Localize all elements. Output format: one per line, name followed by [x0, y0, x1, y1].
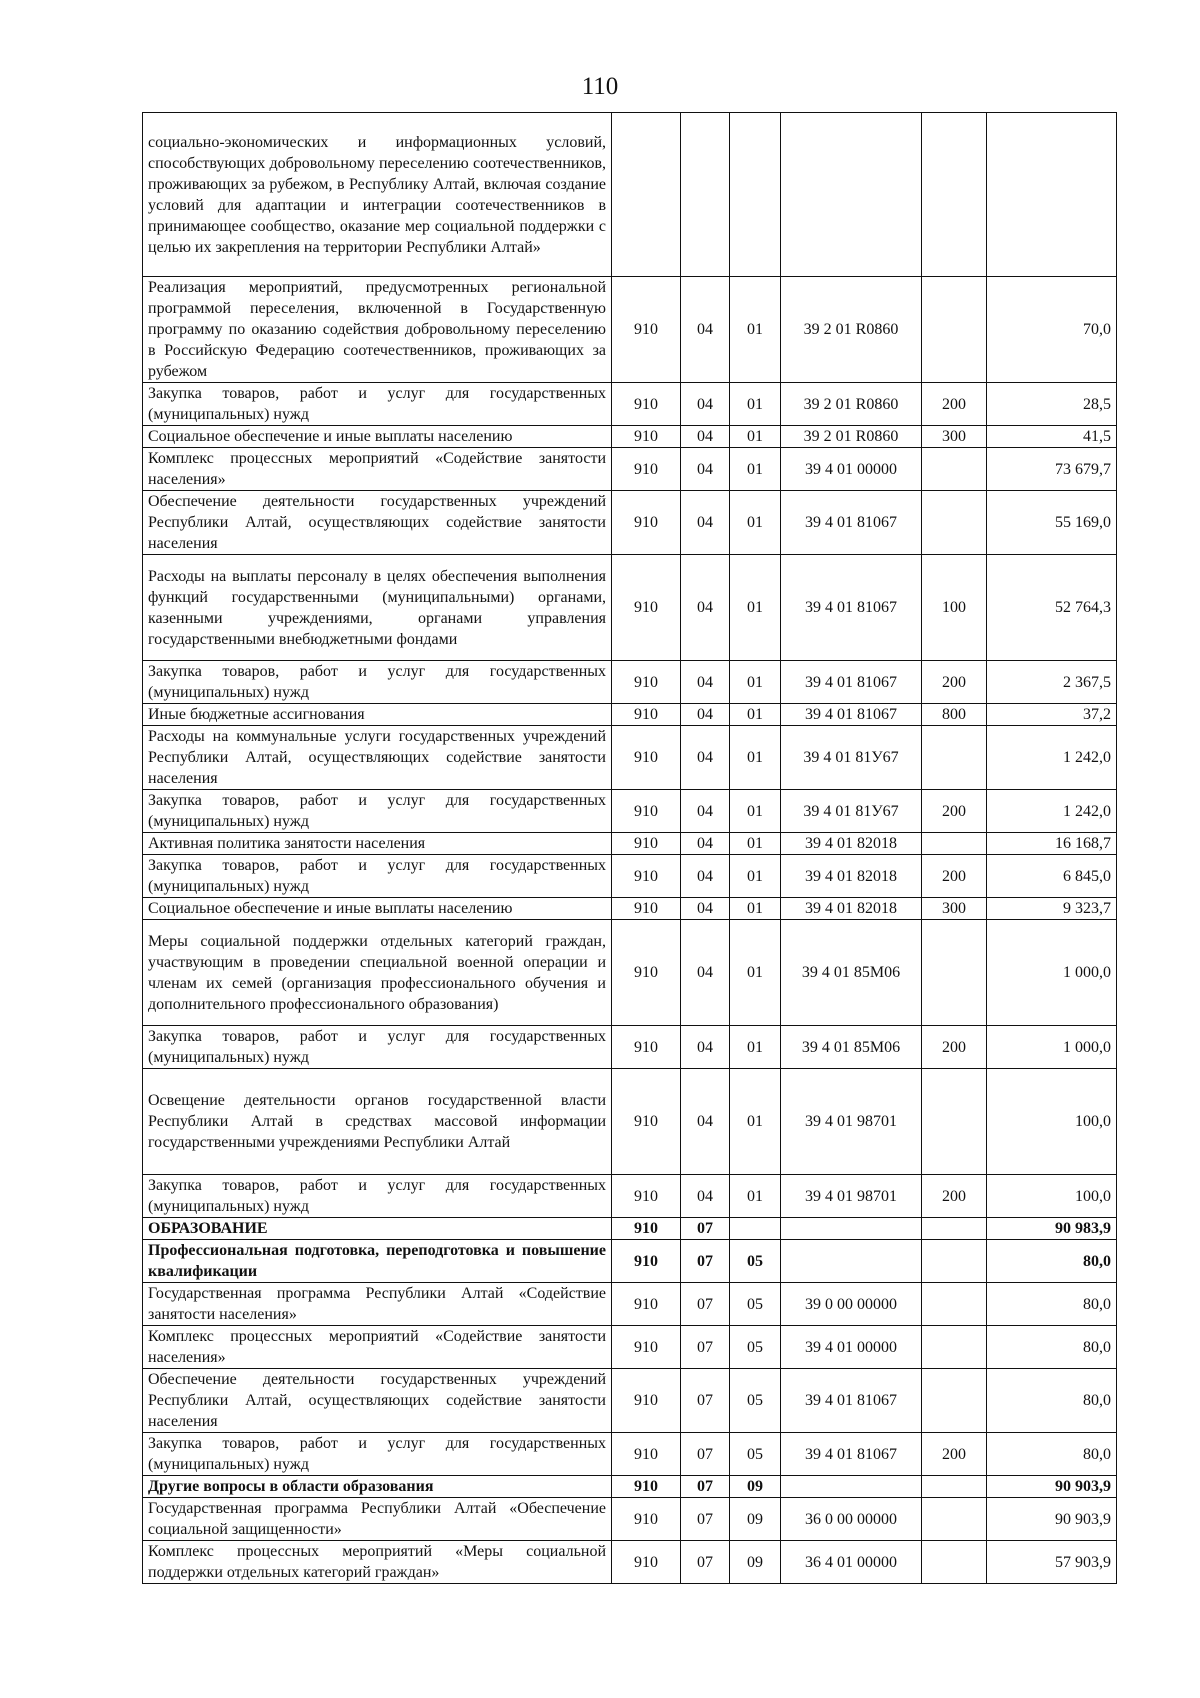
- expense-type-cell: [922, 1476, 987, 1498]
- target-article-cell: 39 4 01 85М06: [781, 1026, 922, 1069]
- row-name-cell: Профессиональная подготовка, переподготовка и повышение квалификации: [143, 1240, 612, 1283]
- row-name-cell: социально-экономических и информационных условий, способствующих добровольному переселению соотечественников, проживающих за рубежом, в Республику Алтай, включая создание условий для адаптации и интеграции соотечественников в принимающее сообщество, оказание мер социальной поддержки с целью их закрепления на территории Республики Алтай»: [143, 113, 612, 277]
- expense-type-cell: [922, 1326, 987, 1369]
- section-code-cell: 04: [681, 426, 730, 448]
- section-code-cell: 04: [681, 790, 730, 833]
- expense-type-cell: 200: [922, 1026, 987, 1069]
- expense-type-cell: 100: [922, 555, 987, 661]
- ministry-code-cell: 910: [612, 1498, 681, 1541]
- row-name-cell: Расходы на коммунальные услуги государственных учреждений Республики Алтай, осуществляющих содействие занятости населения: [143, 726, 612, 790]
- row-name-cell: Освещение деятельности органов государственной власти Республики Алтай в средствах массовой информации государственными учреждениями Республики Алтай: [143, 1069, 612, 1175]
- section-code-cell: 07: [681, 1541, 730, 1584]
- section-code-cell: 04: [681, 1026, 730, 1069]
- target-article-cell: 39 4 01 82018: [781, 833, 922, 855]
- expense-type-cell: 200: [922, 855, 987, 898]
- ministry-code-cell: 910: [612, 1240, 681, 1283]
- row-name-cell: ОБРАЗОВАНИЕ: [143, 1218, 612, 1240]
- section-code-cell: 04: [681, 855, 730, 898]
- target-article-cell: [781, 1218, 922, 1240]
- subsection-code-cell: 09: [730, 1476, 781, 1498]
- section-code-cell: 07: [681, 1369, 730, 1433]
- section-code-cell: 07: [681, 1283, 730, 1326]
- amount-cell: 57 903,9: [987, 1541, 1117, 1584]
- expense-type-cell: [922, 277, 987, 383]
- row-name-cell: Иные бюджетные ассигнования: [143, 704, 612, 726]
- amount-cell: 1 000,0: [987, 1026, 1117, 1069]
- table-row: [143, 920, 1117, 1026]
- ministry-code-cell: 910: [612, 661, 681, 704]
- ministry-code-cell: 910: [612, 555, 681, 661]
- row-name-cell: Обеспечение деятельности государственных учреждений Республики Алтай, осуществляющих содействие занятости населения: [143, 491, 612, 555]
- subsection-code-cell: 01: [730, 855, 781, 898]
- section-code-cell: 07: [681, 1476, 730, 1498]
- target-article-cell: [781, 1240, 922, 1283]
- ministry-code-cell: 910: [612, 383, 681, 426]
- section-code-cell: 07: [681, 1240, 730, 1283]
- section-code-cell: 07: [681, 1433, 730, 1476]
- ministry-code-cell: 910: [612, 1433, 681, 1476]
- subsection-code-cell: 01: [730, 898, 781, 920]
- section-code-cell: 04: [681, 1175, 730, 1218]
- section-code-cell: 04: [681, 277, 730, 383]
- ministry-code-cell: 910: [612, 277, 681, 383]
- target-article-cell: 39 4 01 81067: [781, 661, 922, 704]
- subsection-code-cell: [730, 113, 781, 277]
- section-code-cell: 04: [681, 661, 730, 704]
- amount-cell: 2 367,5: [987, 661, 1117, 704]
- target-article-cell: 39 4 01 81У67: [781, 726, 922, 790]
- section-code-cell: 04: [681, 555, 730, 661]
- row-name-cell: Меры социальной поддержки отдельных категорий граждан, участвующим в проведении специальной военной операции и членам их семей (организация профессионального обучения и дополнительного профессионального образования): [143, 920, 612, 1026]
- target-article-cell: [781, 1476, 922, 1498]
- ministry-code-cell: 910: [612, 1326, 681, 1369]
- section-code-cell: 04: [681, 383, 730, 426]
- expense-type-cell: [922, 1541, 987, 1584]
- target-article-cell: 39 4 01 81067: [781, 491, 922, 555]
- table-row: [143, 1218, 1117, 1240]
- row-name-cell: Закупка товаров, работ и услуг для государственных (муниципальных) нужд: [143, 855, 612, 898]
- expense-type-cell: 200: [922, 1433, 987, 1476]
- expense-type-cell: 200: [922, 383, 987, 426]
- expense-type-cell: [922, 833, 987, 855]
- target-article-cell: 39 4 01 81067: [781, 555, 922, 661]
- table-row: [143, 1240, 1117, 1283]
- expense-type-cell: [922, 1218, 987, 1240]
- section-code-cell: 07: [681, 1218, 730, 1240]
- table-row: [143, 555, 1117, 661]
- ministry-code-cell: 910: [612, 1218, 681, 1240]
- ministry-code-cell: 910: [612, 726, 681, 790]
- expense-type-cell: [922, 1369, 987, 1433]
- amount-cell: 52 764,3: [987, 555, 1117, 661]
- target-article-cell: 36 4 01 00000: [781, 1541, 922, 1584]
- ministry-code-cell: 910: [612, 920, 681, 1026]
- subsection-code-cell: 01: [730, 920, 781, 1026]
- ministry-code-cell: 910: [612, 1283, 681, 1326]
- section-code-cell: 04: [681, 833, 730, 855]
- subsection-code-cell: 09: [730, 1498, 781, 1541]
- subsection-code-cell: 01: [730, 833, 781, 855]
- amount-cell: 28,5: [987, 383, 1117, 426]
- subsection-code-cell: 01: [730, 1026, 781, 1069]
- expense-type-cell: 800: [922, 704, 987, 726]
- section-code-cell: 04: [681, 726, 730, 790]
- amount-cell: 55 169,0: [987, 491, 1117, 555]
- amount-cell: 90 903,9: [987, 1476, 1117, 1498]
- target-article-cell: [781, 113, 922, 277]
- row-name-cell: Обеспечение деятельности государственных учреждений Республики Алтай, осуществляющих содействие занятости населения: [143, 1369, 612, 1433]
- subsection-code-cell: 01: [730, 1069, 781, 1175]
- subsection-code-cell: 01: [730, 448, 781, 491]
- table-row: [143, 448, 1117, 491]
- target-article-cell: 39 4 01 00000: [781, 1326, 922, 1369]
- amount-cell: 73 679,7: [987, 448, 1117, 491]
- ministry-code-cell: 910: [612, 448, 681, 491]
- section-code-cell: [681, 113, 730, 277]
- amount-cell: 41,5: [987, 426, 1117, 448]
- row-name-cell: Закупка товаров, работ и услуг для государственных (муниципальных) нужд: [143, 1433, 612, 1476]
- table-row: [143, 855, 1117, 898]
- table-row: [143, 1541, 1117, 1584]
- expense-type-cell: 200: [922, 790, 987, 833]
- table-row: [143, 1069, 1117, 1175]
- target-article-cell: 39 4 01 81067: [781, 1369, 922, 1433]
- table-row: [143, 726, 1117, 790]
- subsection-code-cell: 05: [730, 1433, 781, 1476]
- expense-type-cell: [922, 448, 987, 491]
- subsection-code-cell: 05: [730, 1283, 781, 1326]
- table-row: [143, 491, 1117, 555]
- target-article-cell: 39 2 01 R0860: [781, 277, 922, 383]
- subsection-code-cell: 01: [730, 661, 781, 704]
- subsection-code-cell: 05: [730, 1369, 781, 1433]
- expense-type-cell: [922, 1240, 987, 1283]
- expense-type-cell: 200: [922, 1175, 987, 1218]
- amount-cell: 90 903,9: [987, 1498, 1117, 1541]
- expense-type-cell: [922, 1283, 987, 1326]
- subsection-code-cell: 05: [730, 1240, 781, 1283]
- section-code-cell: 04: [681, 704, 730, 726]
- subsection-code-cell: 01: [730, 790, 781, 833]
- table-row: [143, 1175, 1117, 1218]
- ministry-code-cell: 910: [612, 426, 681, 448]
- ministry-code-cell: [612, 113, 681, 277]
- budget-table: [142, 112, 1117, 1584]
- target-article-cell: 36 0 00 00000: [781, 1498, 922, 1541]
- subsection-code-cell: 01: [730, 726, 781, 790]
- subsection-code-cell: 01: [730, 1175, 781, 1218]
- section-code-cell: 04: [681, 1069, 730, 1175]
- row-name-cell: Социальное обеспечение и иные выплаты населению: [143, 426, 612, 448]
- row-name-cell: Комплекс процессных мероприятий «Содействие занятости населения»: [143, 448, 612, 491]
- ministry-code-cell: 910: [612, 1369, 681, 1433]
- subsection-code-cell: 05: [730, 1326, 781, 1369]
- row-name-cell: Комплекс процессных мероприятий «Меры социальной поддержки отдельных категорий граждан»: [143, 1541, 612, 1584]
- target-article-cell: 39 4 01 82018: [781, 855, 922, 898]
- row-name-cell: Социальное обеспечение и иные выплаты населению: [143, 898, 612, 920]
- amount-cell: 1 242,0: [987, 790, 1117, 833]
- expense-type-cell: [922, 920, 987, 1026]
- subsection-code-cell: 01: [730, 704, 781, 726]
- target-article-cell: 39 4 01 98701: [781, 1175, 922, 1218]
- amount-cell: 1 000,0: [987, 920, 1117, 1026]
- table-row: [143, 1326, 1117, 1369]
- row-name-cell: Закупка товаров, работ и услуг для государственных (муниципальных) нужд: [143, 1175, 612, 1218]
- section-code-cell: 04: [681, 920, 730, 1026]
- table-row: [143, 833, 1117, 855]
- target-article-cell: 39 2 01 R0860: [781, 383, 922, 426]
- amount-cell: 80,0: [987, 1369, 1117, 1433]
- expense-type-cell: [922, 726, 987, 790]
- amount-cell: 16 168,7: [987, 833, 1117, 855]
- amount-cell: 100,0: [987, 1175, 1117, 1218]
- target-article-cell: 39 4 01 85М06: [781, 920, 922, 1026]
- expense-type-cell: 200: [922, 661, 987, 704]
- amount-cell: 70,0: [987, 277, 1117, 383]
- ministry-code-cell: 910: [612, 1026, 681, 1069]
- section-code-cell: 04: [681, 491, 730, 555]
- subsection-code-cell: 01: [730, 426, 781, 448]
- amount-cell: 9 323,7: [987, 898, 1117, 920]
- table-row: [143, 277, 1117, 383]
- target-article-cell: 39 4 01 82018: [781, 898, 922, 920]
- section-code-cell: 07: [681, 1326, 730, 1369]
- row-name-cell: Реализация мероприятий, предусмотренных региональной программой переселения, включенной в Государственную программу по оказанию содействия добровольному переселению в Российскую Федерацию соотечественников, проживающих за рубежом: [143, 277, 612, 383]
- table-row: [143, 1433, 1117, 1476]
- table-row: [143, 704, 1117, 726]
- row-name-cell: Комплекс процессных мероприятий «Содействие занятости населения»: [143, 1326, 612, 1369]
- row-name-cell: Закупка товаров, работ и услуг для государственных (муниципальных) нужд: [143, 790, 612, 833]
- amount-cell: 90 983,9: [987, 1218, 1117, 1240]
- table-row: [143, 661, 1117, 704]
- ministry-code-cell: 910: [612, 704, 681, 726]
- table-row: [143, 426, 1117, 448]
- section-code-cell: 04: [681, 898, 730, 920]
- amount-cell: 100,0: [987, 1069, 1117, 1175]
- ministry-code-cell: 910: [612, 1069, 681, 1175]
- table-row: [143, 1283, 1117, 1326]
- amount-cell: 37,2: [987, 704, 1117, 726]
- amount-cell: 6 845,0: [987, 855, 1117, 898]
- table-row: [143, 1476, 1117, 1498]
- target-article-cell: 39 2 01 R0860: [781, 426, 922, 448]
- amount-cell: 80,0: [987, 1283, 1117, 1326]
- subsection-code-cell: 01: [730, 491, 781, 555]
- subsection-code-cell: 09: [730, 1541, 781, 1584]
- table-row: [143, 113, 1117, 277]
- expense-type-cell: [922, 1498, 987, 1541]
- budget-table-body: [143, 113, 1117, 1584]
- subsection-code-cell: 01: [730, 383, 781, 426]
- row-name-cell: Расходы на выплаты персоналу в целях обеспечения выполнения функций государственными (муниципальными) органами, казенными учреждениями, органами управления государственными внебюджетными фондами: [143, 555, 612, 661]
- subsection-code-cell: 01: [730, 555, 781, 661]
- target-article-cell: 39 4 01 81067: [781, 1433, 922, 1476]
- ministry-code-cell: 910: [612, 1541, 681, 1584]
- ministry-code-cell: 910: [612, 790, 681, 833]
- expense-type-cell: [922, 113, 987, 277]
- table-row: [143, 1498, 1117, 1541]
- target-article-cell: 39 0 00 00000: [781, 1283, 922, 1326]
- expense-type-cell: [922, 1069, 987, 1175]
- target-article-cell: 39 4 01 98701: [781, 1069, 922, 1175]
- row-name-cell: Другие вопросы в области образования: [143, 1476, 612, 1498]
- amount-cell: 1 242,0: [987, 726, 1117, 790]
- amount-cell: 80,0: [987, 1326, 1117, 1369]
- ministry-code-cell: 910: [612, 1175, 681, 1218]
- subsection-code-cell: 01: [730, 277, 781, 383]
- target-article-cell: 39 4 01 81У67: [781, 790, 922, 833]
- ministry-code-cell: 910: [612, 833, 681, 855]
- ministry-code-cell: 910: [612, 855, 681, 898]
- row-name-cell: Государственная программа Республики Алтай «Содействие занятости населения»: [143, 1283, 612, 1326]
- ministry-code-cell: 910: [612, 1476, 681, 1498]
- row-name-cell: Закупка товаров, работ и услуг для государственных (муниципальных) нужд: [143, 1026, 612, 1069]
- table-row: [143, 1369, 1117, 1433]
- amount-cell: 80,0: [987, 1433, 1117, 1476]
- expense-type-cell: 300: [922, 426, 987, 448]
- table-row: [143, 898, 1117, 920]
- table-row: [143, 1026, 1117, 1069]
- target-article-cell: 39 4 01 00000: [781, 448, 922, 491]
- target-article-cell: 39 4 01 81067: [781, 704, 922, 726]
- expense-type-cell: 300: [922, 898, 987, 920]
- table-row: [143, 790, 1117, 833]
- row-name-cell: Государственная программа Республики Алтай «Обеспечение социальной защищенности»: [143, 1498, 612, 1541]
- ministry-code-cell: 910: [612, 491, 681, 555]
- row-name-cell: Активная политика занятости населения: [143, 833, 612, 855]
- table-row: [143, 383, 1117, 426]
- ministry-code-cell: 910: [612, 898, 681, 920]
- amount-cell: [987, 113, 1117, 277]
- subsection-code-cell: [730, 1218, 781, 1240]
- amount-cell: 80,0: [987, 1240, 1117, 1283]
- row-name-cell: Закупка товаров, работ и услуг для государственных (муниципальных) нужд: [143, 661, 612, 704]
- page-number: 110: [581, 73, 619, 100]
- section-code-cell: 07: [681, 1498, 730, 1541]
- section-code-cell: 04: [681, 448, 730, 491]
- expense-type-cell: [922, 491, 987, 555]
- row-name-cell: Закупка товаров, работ и услуг для государственных (муниципальных) нужд: [143, 383, 612, 426]
